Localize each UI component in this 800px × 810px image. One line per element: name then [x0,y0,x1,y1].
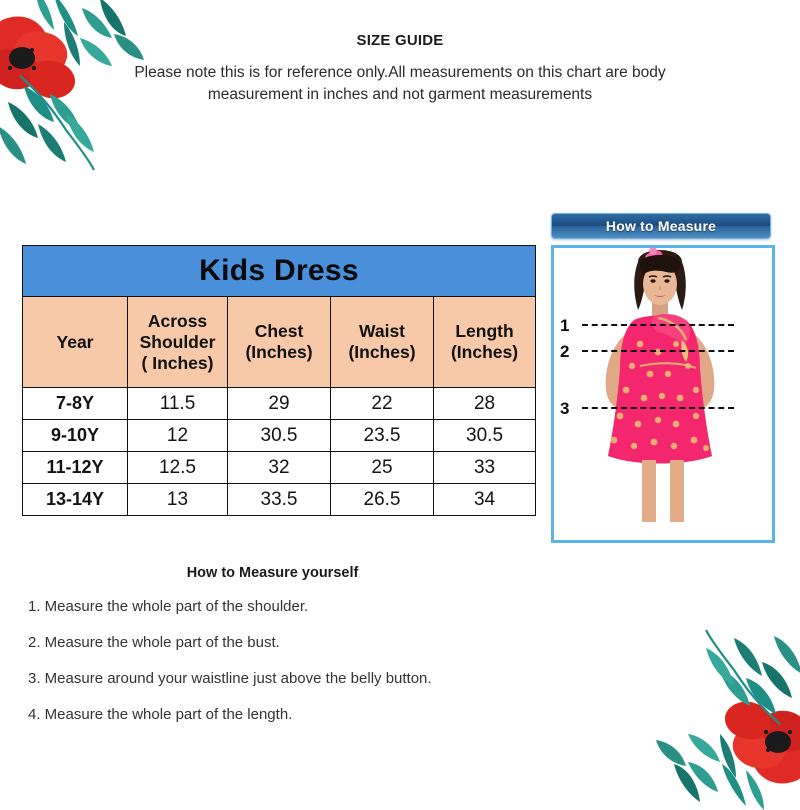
header-line: Chest [254,321,304,341]
list-item: 2. Measure the whole part of the bust. [28,634,280,651]
cell-shoulder: 13 [128,484,228,516]
list-item: 1. Measure the whole part of the shoulder. [28,598,309,615]
cell-length: 30.5 [434,420,536,452]
cell-length: 34 [434,484,536,516]
leaf-cluster-upper-mirror [656,734,764,810]
column-header-length [434,297,536,388]
header-line: Shoulder [139,331,216,352]
measure-guide-line-1 [582,324,734,326]
table-row [23,420,536,452]
cell-waist: 25 [331,452,434,484]
table-row [23,452,536,484]
measure-guide-number-2: 2 [560,342,570,361]
how-to-measure-photo-frame [551,245,775,543]
size-chart-table [22,245,535,516]
measure-guide-number-1: 1 [560,316,570,335]
header-line: (Inches) [450,342,519,362]
how-to-measure-banner: How to Measure [551,213,771,239]
header-line: Length [455,321,514,341]
measure-guide-line-2 [582,350,734,352]
table-title: Kids Dress [23,246,536,297]
table-row [23,484,536,516]
cell-shoulder: 12.5 [128,452,228,484]
column-header-across-shoulder [128,297,228,388]
cell-length: 33 [434,452,536,484]
cell-waist: 26.5 [331,484,434,516]
reference-note: Please note this is for reference only.All measurements on this chart are body measurement in inches and not garment measurements [134,64,666,103]
cell-waist: 23.5 [331,420,434,452]
how-to-measure-yourself-title: How to Measure yourself [186,565,359,581]
cell-year: 13-14Y [23,484,128,516]
cell-chest: 32 [228,452,331,484]
poppy-flower-mirror [725,702,800,784]
cell-length: 28 [434,388,536,420]
cell-shoulder: 11.5 [128,388,228,420]
leaf-cluster-lower-mirror [706,630,800,724]
column-header-year [23,297,128,388]
list-item: 3. Measure around your waistline just above the belly button. [28,670,432,687]
page-title: SIZE GUIDE [356,32,444,49]
floral-decoration-bottom-right [656,610,800,810]
table-title-row [23,246,536,297]
column-header-waist [331,297,434,388]
header-line: Waist [358,321,406,341]
column-header-chest [228,297,331,388]
header-line: ( Inches) [141,352,214,373]
header-line: Year [56,331,94,352]
cell-waist: 22 [331,388,434,420]
cell-year: 7-8Y [23,388,128,420]
cell-year: 9-10Y [23,420,128,452]
leaf-cluster-lower [0,76,94,170]
model-photo [554,248,766,534]
cell-chest: 29 [228,388,331,420]
header-line: (Inches) [348,342,416,362]
table-header-row [23,297,536,388]
cell-chest: 30.5 [228,420,331,452]
header-line: Across [147,310,208,331]
measure-instructions-list [28,598,548,742]
measure-guide-line-3 [582,407,734,409]
list-item: 4. Measure the whole part of the length. [28,706,293,723]
cell-shoulder: 12 [128,420,228,452]
table-row [23,388,536,420]
measure-guide-number-3: 3 [560,399,570,418]
cell-chest: 33.5 [228,484,331,516]
cell-year: 11-12Y [23,452,128,484]
header-line: (Inches) [245,342,313,362]
poppy-flower-main [0,16,75,98]
